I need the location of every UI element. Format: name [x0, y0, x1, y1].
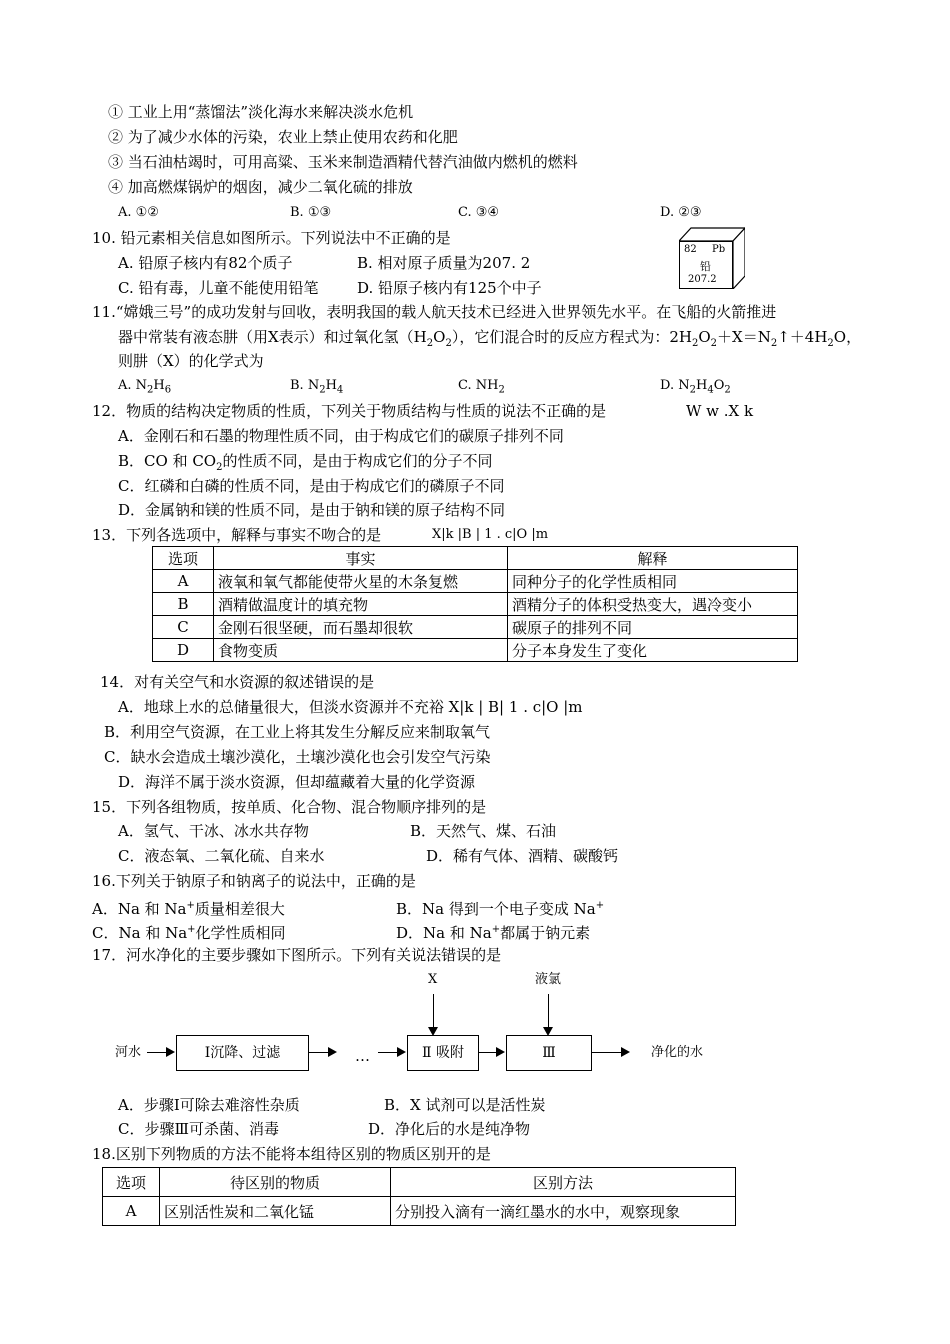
arrow-right-icon [621, 1047, 630, 1057]
step1-box: Ⅰ沉降、过滤 [176, 1035, 309, 1071]
q9-item-1: ① 工业上用“蒸馏法”淡化海水来解决淡水危机 [108, 103, 414, 121]
table-header: 待区别的物质 [160, 1168, 391, 1197]
table-cell: 金刚石很坚硬，而石墨却很软 [214, 616, 508, 639]
input-river-water: 河水 [115, 1045, 142, 1060]
arrow-line [592, 1052, 622, 1053]
table-header: 事实 [214, 547, 508, 570]
table-header: 选项 [103, 1168, 160, 1197]
reagent-x-label: X [428, 972, 438, 987]
element-symbol: Pb [712, 244, 726, 255]
table-cell: 区别活性炭和二氧化锰 [160, 1197, 391, 1226]
q12-option-d: D．金属钠和镁的性质不同，是由于钠和镁的原子结构不同 [118, 501, 506, 519]
arrow-chlorine-line [548, 994, 549, 1027]
q14-stem: 14．对有关空气和水资源的叙述错误的是 [100, 673, 375, 691]
arrow-line [378, 1052, 398, 1053]
table-cell: 同种分子的化学性质相同 [508, 570, 798, 593]
q16-option-a: A．Na 和 Na+质量相差很大 [92, 900, 285, 918]
arrow-x-line [433, 994, 434, 1027]
q11-line-2: 器中常装有液态肼（用X表示）和过氧化氢$(H_2O_2)$，它们混合时的反应方程式为：$2H_2O_2+X=N_2↑+4H_2O$， [118, 328, 862, 349]
table-cell: B [153, 593, 214, 616]
q18-table [102, 1167, 736, 1226]
table-cell: D [153, 639, 214, 662]
q14-option-c: C．缺水会造成土壤沙漠化，土壤沙漠化也会引发空气污染 [104, 748, 491, 766]
q9-item-3: ③ 当石油枯竭时，可用高粱、玉米来制造酒精代替汽油做内燃机的燃料 [108, 153, 578, 171]
reagent-chlorine-label: 液氯 [535, 972, 562, 987]
table-header: 选项 [153, 547, 214, 570]
table-cell: 酒精分子的体积受热变大，遇冷变小 [508, 593, 798, 616]
step2-box: Ⅱ 吸附 [407, 1035, 479, 1071]
q15-option-b: B．天然气、煤、石油 [410, 822, 557, 840]
diagram-ellipsis: … [355, 1047, 370, 1065]
q11-line-1: 11.“嫦娥三号”的成功发射与回收，表明我国的载人航天技术已经进入世界领先水平。在飞船的火箭推进 [92, 303, 777, 321]
lead-element-cube [679, 227, 745, 289]
table-cell: A [103, 1197, 160, 1226]
q11-option-a: A. $N_2H_6$ [118, 378, 172, 396]
q14-option-b: B．利用空气资源，在工业上将其发生分解反应来制取氧气 [104, 723, 491, 741]
q16-option-b: B．Na 得到一个电子变成 Na+ [396, 900, 605, 918]
q16-option-d: D．Na 和 Na+都属于钠元素 [396, 924, 591, 942]
q17-option-d: D．净化后的水是纯净物 [368, 1120, 531, 1138]
table-cell: 食物变质 [214, 639, 508, 662]
arrow-right-icon [397, 1047, 406, 1057]
q12-watermark: W w .X k [686, 402, 754, 420]
q9-option-c: C. ③④ [458, 205, 500, 220]
arrow-right-icon [328, 1047, 337, 1057]
atomic-mass: 207.2 [688, 274, 717, 285]
q11-line-3: 则肼（X）的化学式为 [118, 352, 264, 370]
table-row [153, 593, 798, 616]
q10-option-b: B. 相对原子质量为207. 2 [357, 254, 531, 272]
q12-option-c: C．红磷和白磷的性质不同，是由于构成它们的磷原子不同 [118, 477, 505, 495]
table-cell: 酒精做温度计的填充物 [214, 593, 508, 616]
q9-option-b: B. ①③ [290, 205, 332, 220]
arrow-line [479, 1052, 497, 1053]
table-cell: A [153, 570, 214, 593]
table-cell: 分别投入滴有一滴红墨水的水中，观察现象 [391, 1197, 736, 1226]
table-cell: 液氧和氧气都能使带火星的木条复燃 [214, 570, 508, 593]
q18-stem: 18.区别下列物质的方法不能将本组待区别的物质区别开的是 [92, 1145, 491, 1163]
q14-option-a: A．地球上水的总储量很大，但淡水资源并不充裕 X|k | B| 1 . c|O |m [118, 698, 583, 716]
q17-stem: 17．河水净化的主要步骤如下图所示。下列有关说法错误的是 [92, 946, 502, 964]
arrow-line [309, 1052, 329, 1053]
q15-option-c: C．液态氧、二氧化硫、自来水 [118, 847, 325, 865]
q10-option-a: A. 铅原子核内有82个质子 [118, 254, 293, 272]
step3-box: Ⅲ [506, 1035, 592, 1071]
q10-stem: 10. 铅元素相关信息如图所示。下列说法中不正确的是 [92, 229, 451, 247]
q9-item-2: ② 为了减少水体的污染，农业上禁止使用农药和化肥 [108, 128, 458, 146]
q9-option-d: D. ②③ [660, 205, 702, 220]
q15-option-d: D．稀有气体、酒精、碳酸钙 [426, 847, 619, 865]
q11-option-b: B. $N_2H_4$ [290, 378, 344, 396]
table-header-row [153, 547, 798, 570]
arrow-line [147, 1052, 167, 1053]
table-row [153, 639, 798, 662]
q15-option-a: A．氢气、干冰、冰水共存物 [118, 822, 309, 840]
element-name: 铅 [700, 260, 711, 273]
table-header: 区别方法 [391, 1168, 736, 1197]
q10-option-c: C. 铅有毒，儿童不能使用铅笔 [118, 279, 319, 297]
q10-option-d: D. 铅原子核内有125个中子 [357, 279, 542, 297]
cube-front [679, 241, 733, 289]
table-cell: 分子本身发生了变化 [508, 639, 798, 662]
q9-item-4: ④ 加高燃煤锅炉的烟囱，减少二氧化硫的排放 [108, 178, 413, 196]
q15-stem: 15．下列各组物质，按单质、化合物、混合物顺序排列的是 [92, 798, 487, 816]
q12-stem: 12．物质的结构决定物质的性质，下列关于物质结构与性质的说法不正确的是 [92, 402, 607, 420]
table-cell: 碳原子的排列不同 [508, 616, 798, 639]
q13-table [152, 546, 798, 662]
q11-option-c: C. $NH_2$ [458, 378, 505, 396]
atomic-number: 82 [684, 244, 697, 255]
table-header-row [103, 1168, 736, 1197]
q13-watermark: X|k |B | 1 . c|O |m [432, 527, 549, 542]
arrow-right-icon [166, 1047, 175, 1057]
q17-option-b: B．X 试剂可以是活性炭 [384, 1096, 546, 1114]
arrow-right-icon [496, 1047, 505, 1057]
q9-option-a: A. ①② [118, 205, 159, 220]
q14-option-d: D．海洋不属于淡水资源，但却蕴藏着大量的化学资源 [118, 773, 476, 791]
table-row [103, 1197, 736, 1226]
q13-stem: 13．下列各选项中，解释与事实不吻合的是 [92, 526, 382, 544]
q12-option-b: B．CO 和 $CO_2$的性质不同，是由于构成它们的分子不同 [118, 452, 493, 473]
q12-option-a: A．金刚石和石墨的物理性质不同，由于构成它们的碳原子排列不同 [118, 427, 564, 445]
q16-stem: 16.下列关于钠原子和钠离子的说法中，正确的是 [92, 872, 416, 890]
q16-option-c: C．Na 和 Na+化学性质相同 [92, 924, 286, 942]
output-purified-water: 净化的水 [651, 1045, 704, 1060]
q17-option-a: A．步骤Ⅰ可除去难溶性杂质 [118, 1096, 300, 1114]
table-row [153, 570, 798, 593]
table-row [153, 616, 798, 639]
table-cell: C [153, 616, 214, 639]
q11-option-d: D. $N_2H_4O_2$ [660, 378, 731, 396]
table-header: 解释 [508, 547, 798, 570]
q17-option-c: C．步骤Ⅲ可杀菌、消毒 [118, 1120, 279, 1138]
